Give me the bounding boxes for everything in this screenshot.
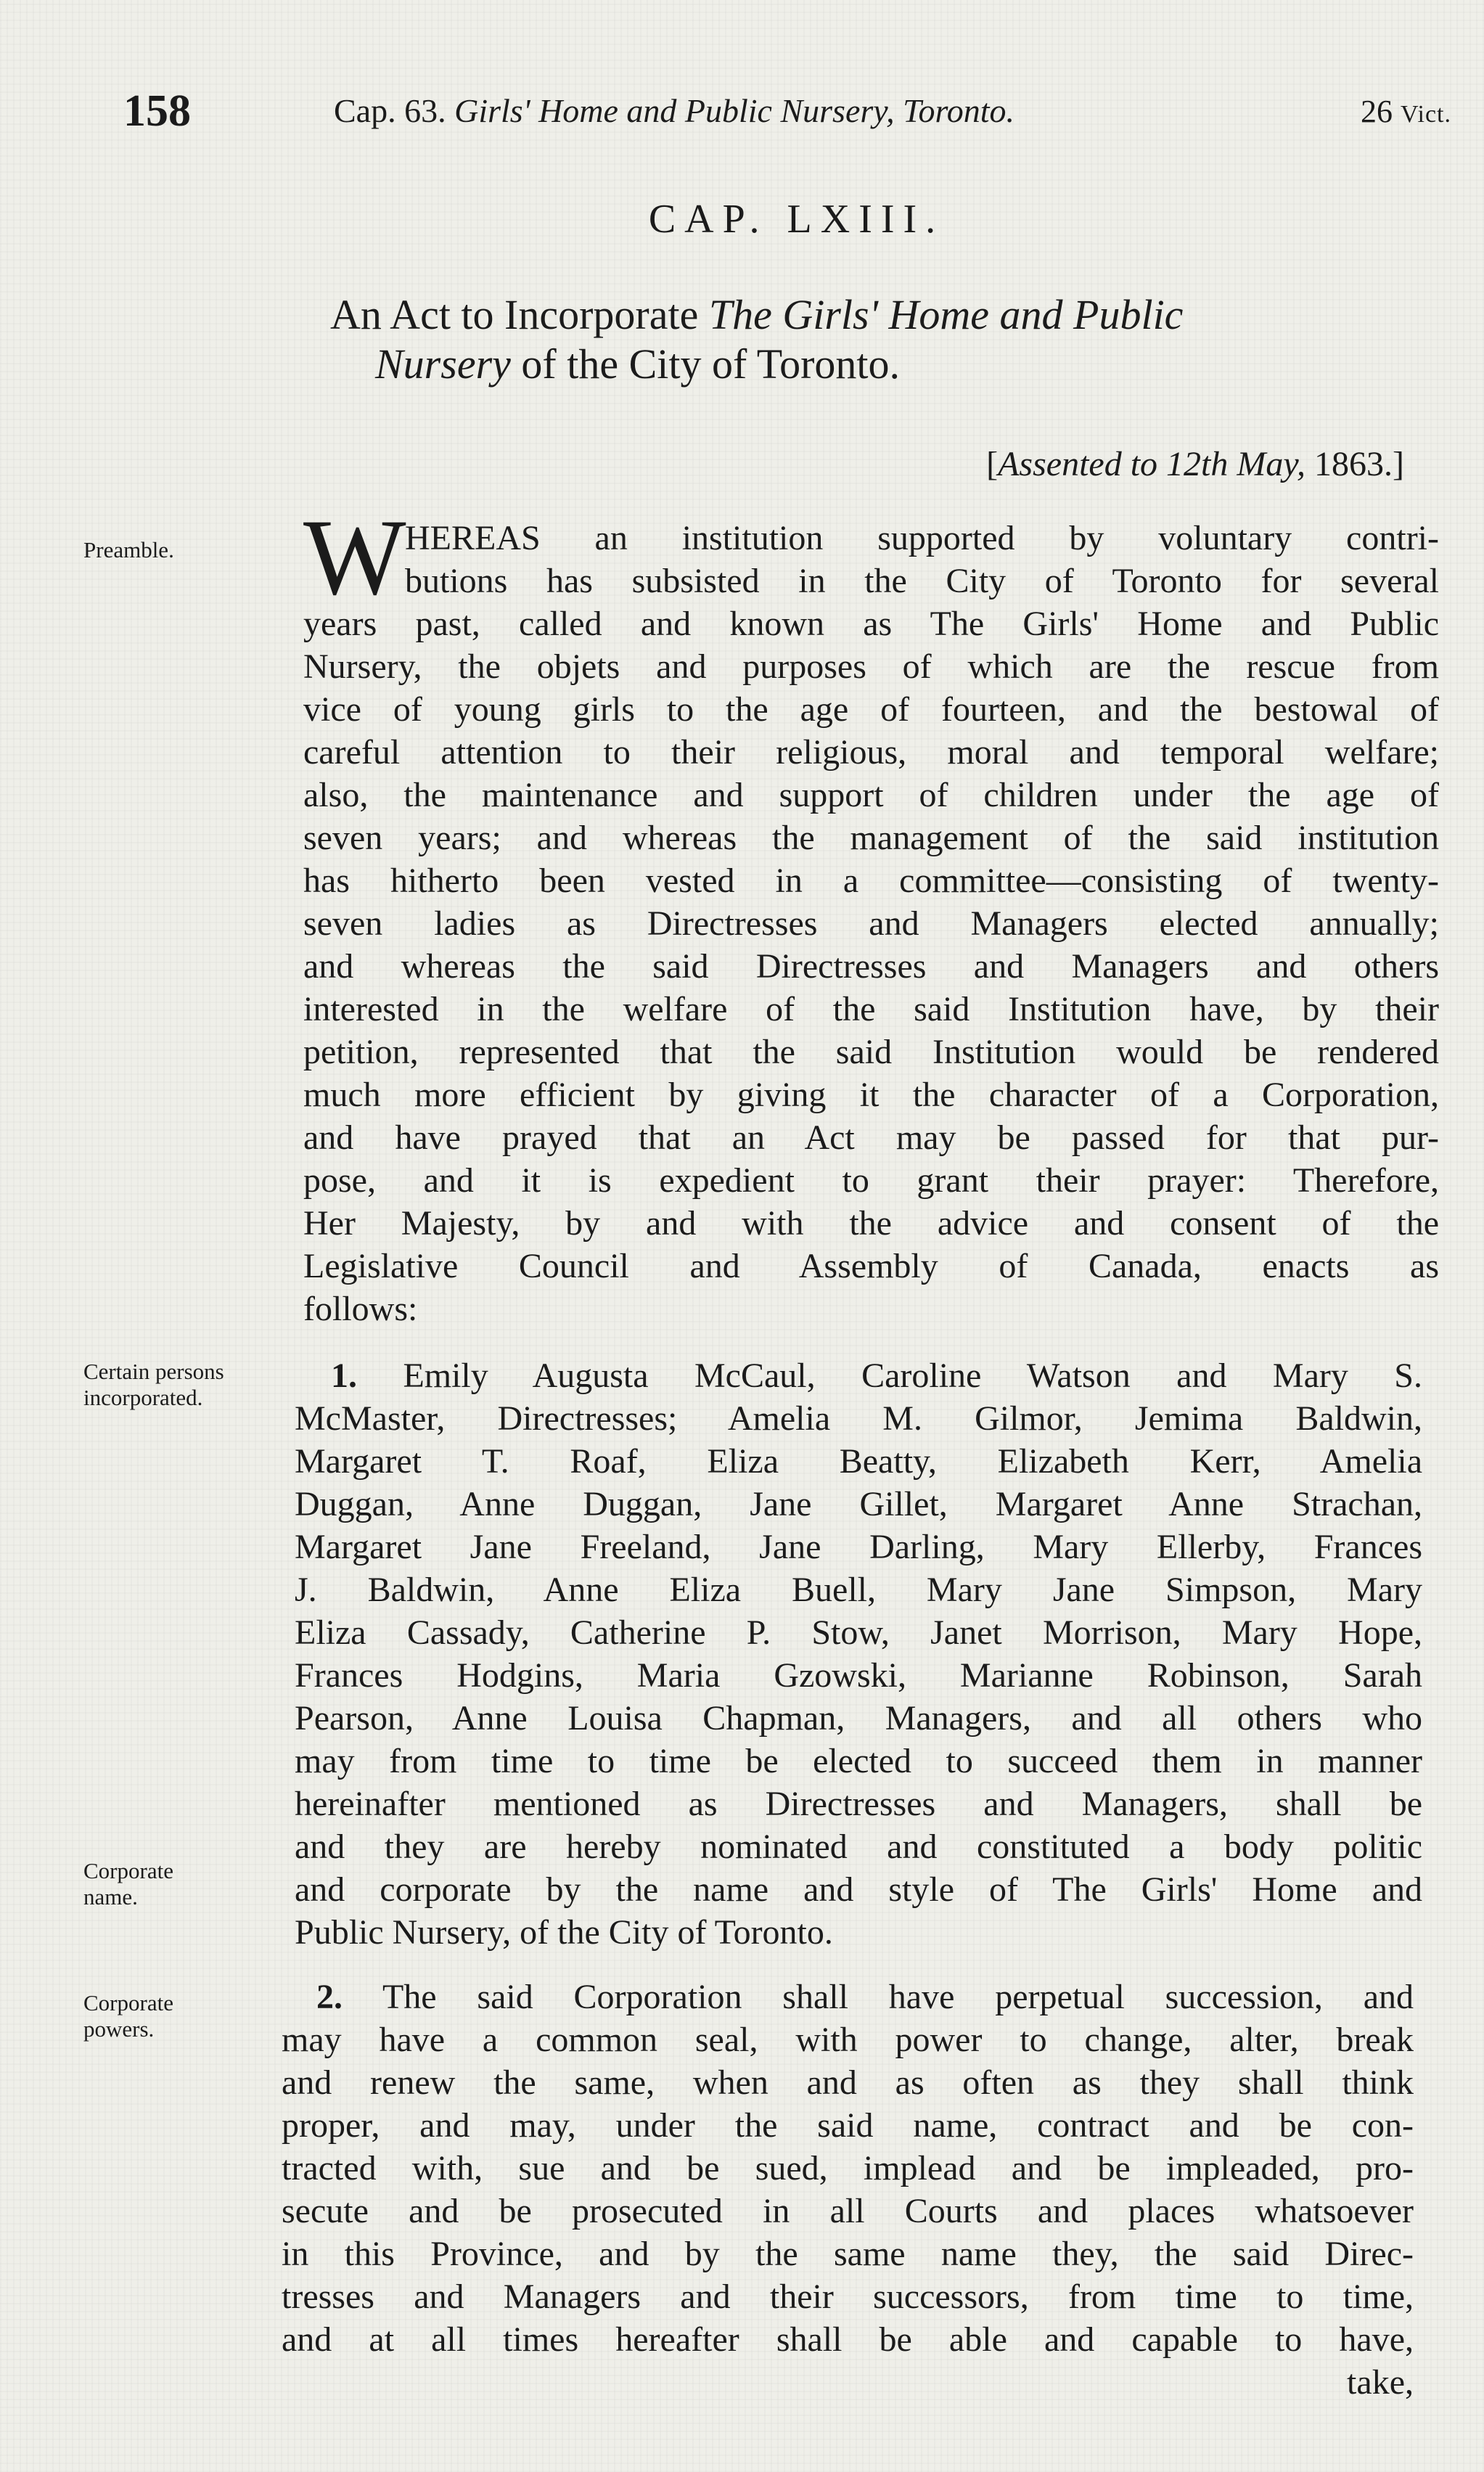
- section-1-paragraph: [295, 1354, 1422, 1954]
- assent-text: Assented to 12th May,: [998, 445, 1306, 483]
- section-2-line: and at all times hereafter shall be able and capable to have,: [282, 2320, 1414, 2359]
- act-title: [330, 290, 1448, 389]
- preamble-line: Legislative Council and Assembly of Canada, enacts as: [303, 1247, 1439, 1285]
- preamble-line: and have prayed that an Act may be passed for that pur-: [303, 1118, 1439, 1157]
- section-2-line: tracted with, sue and be sued, implead and be impleaded, pro-: [282, 2149, 1414, 2187]
- section-1-line: Margaret Jane Freeland, Jane Darling, Mary Ellerby, Frances: [295, 1528, 1422, 1566]
- section-1-line: Public Nursery, of the City of Toronto.: [295, 1913, 833, 1952]
- preamble-line: careful attention to their religious, moral and temporal welfare;: [303, 733, 1439, 772]
- preamble-line: seven years; and whereas the management of the said institution: [303, 819, 1439, 857]
- preamble-line: Nursery, the objets and purposes of which are the rescue from: [303, 647, 1439, 686]
- section-1-line: Pearson, Anne Louisa Chapman, Managers, and all others who: [295, 1699, 1422, 1738]
- running-header: [123, 86, 1451, 144]
- chapter-title: CAP. LXIII.: [648, 197, 945, 242]
- regnal-year: [1361, 93, 1451, 130]
- act-title-line-1: [330, 290, 1448, 340]
- preamble-line: butions has subsisted in the City of Toronto for several: [405, 562, 1439, 600]
- section-2-line: proper, and may, under the said name, contract and be con-: [282, 2106, 1414, 2145]
- section-2-line: may have a common seal, with power to change, alter, break: [282, 2021, 1414, 2059]
- preamble-paragraph: [303, 517, 1439, 1330]
- section-2-number: 2.: [316, 1978, 343, 2016]
- preamble-line: years past, called and known as The Girls' Home and Public: [303, 605, 1439, 643]
- preamble-line: HEREAS an institution supported by voluntary contri-: [405, 519, 1439, 557]
- chapter-reference: Cap. 63.: [334, 92, 446, 129]
- section-1-line: Frances Hodgins, Maria Gzowski, Marianne Robinson, Sarah: [295, 1656, 1422, 1695]
- assent-bracket-open: [: [986, 445, 999, 483]
- preamble-line: much more efficient by giving it the character of a Corporation,: [303, 1076, 1439, 1114]
- preamble-line: and whereas the said Directresses and Managers and others: [303, 947, 1439, 986]
- section-2-paragraph: [282, 1976, 1414, 2404]
- assent-date: [986, 444, 1404, 484]
- section-1-number: 1.: [331, 1356, 357, 1395]
- section-1-line: Margaret T. Roaf, Eliza Beatty, Elizabeth Kerr, Amelia: [295, 1442, 1422, 1481]
- act-title-text-2: of the City of Toronto.: [510, 340, 901, 388]
- drop-cap: W: [303, 497, 406, 618]
- section-2-line: tresses and Managers and their successors, from time to time,: [282, 2277, 1414, 2316]
- section-1-line: and they are hereby nominated and constituted a body politic: [295, 1828, 1422, 1866]
- section-1-line: McMaster, Directresses; Amelia M. Gilmor, Jemima Baldwin,: [295, 1399, 1422, 1438]
- section-1-line: and corporate by the name and style of The Girls' Home and: [295, 1870, 1422, 1909]
- section-2-line: [282, 1976, 1414, 2018]
- regnal-year-number: 26: [1361, 94, 1393, 129]
- act-title-italic: The Girls' Home and Public: [708, 291, 1184, 338]
- act-title-line-2: [330, 340, 1448, 389]
- section-1-line: [295, 1354, 1422, 1397]
- section-1-line: hereinafter mentioned as Directresses and Managers, shall be: [295, 1785, 1422, 1823]
- section-1-line: J. Baldwin, Anne Eliza Buell, Mary Jane Simpson, Mary: [295, 1571, 1422, 1609]
- section-1-line: Duggan, Anne Duggan, Jane Gillet, Margaret Anne Strachan,: [295, 1485, 1422, 1523]
- margin-note-preamble: Preamble.: [83, 537, 174, 562]
- running-head-title: Girls' Home and Public Nursery, Toronto.: [454, 92, 1014, 129]
- assent-bracket-close: ]: [1393, 445, 1404, 483]
- preamble-line: also, the maintenance and support of children under the age of: [303, 776, 1439, 814]
- act-title-text: An Act to Incorporate: [330, 291, 709, 338]
- section-2-line: secute and be prosecuted in all Courts and places whatsoever: [282, 2192, 1414, 2230]
- preamble-line: seven ladies as Directresses and Managers elected annually;: [303, 904, 1439, 943]
- section-2-line: and renew the same, when and as often as they shall think: [282, 2063, 1414, 2102]
- section-1-line: may from time to time be elected to succeed them in manner: [295, 1742, 1422, 1780]
- page-number: 158: [123, 86, 191, 136]
- catchword: take,: [1347, 2363, 1414, 2402]
- margin-note-corporate-powers: Corporate powers.: [83, 1990, 173, 2042]
- preamble-line: Her Majesty, by and with the advice and consent of the: [303, 1204, 1439, 1243]
- preamble-line: pose, and it is expedient to grant their prayer: Therefore,: [303, 1161, 1439, 1200]
- act-title-italic-2: Nursery: [375, 340, 511, 388]
- preamble-line: has hitherto been vested in a committee—consisting of twenty-: [303, 861, 1439, 900]
- section-1-line-text: Emily Augusta McCaul, Caroline Watson and Mary S.: [357, 1356, 1422, 1395]
- section-2-line-text: The said Corporation shall have perpetual succession, and: [343, 1978, 1414, 2016]
- section-2-line: in this Province, and by the same name they, the said Direc-: [282, 2235, 1414, 2273]
- preamble-line: interested in the welfare of the said Institution have, by their: [303, 990, 1439, 1028]
- section-1-line: Eliza Cassady, Catherine P. Stow, Janet Morrison, Mary Hope,: [295, 1613, 1422, 1652]
- margin-note-certain-persons: Certain persons incorporated.: [83, 1359, 224, 1410]
- preamble-line: follows:: [303, 1290, 418, 1328]
- preamble-line: vice of young girls to the age of fourteen, and the bestowal of: [303, 690, 1439, 729]
- running-head: [334, 91, 1014, 130]
- regnal-abbrev: Vict.: [1401, 101, 1451, 128]
- assent-year: 1863.: [1305, 445, 1393, 483]
- preamble-line: petition, represented that the said Institution would be rendered: [303, 1033, 1439, 1071]
- margin-note-corporate-name: Corporate name.: [83, 1858, 173, 1910]
